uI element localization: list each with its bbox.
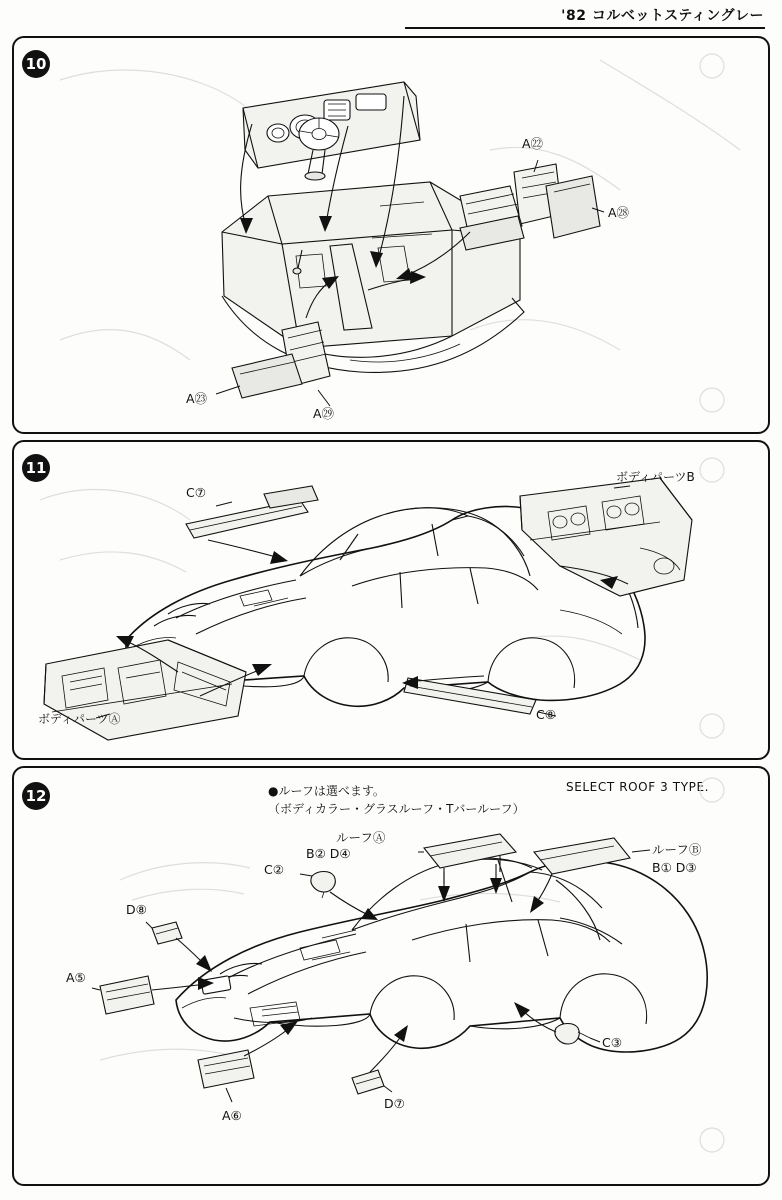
- callout-a22: A㉒: [522, 136, 544, 151]
- callout-d7: D⑦: [384, 1096, 405, 1111]
- step-number-11: 11: [22, 454, 50, 482]
- side-marker-part-a5: [100, 976, 154, 1014]
- callout-d8: D⑧: [126, 902, 147, 917]
- roof-panel-b: [534, 838, 630, 874]
- callout-c2: C②: [264, 862, 284, 877]
- roof-note-english: SELECT ROOF 3 TYPE.: [566, 780, 710, 794]
- small-part-d8: [152, 922, 182, 944]
- small-part-d7: [352, 1070, 384, 1094]
- callout-a28: A㉘: [608, 205, 630, 220]
- callout-c7: C⑦: [186, 485, 206, 500]
- callout-roof-a-parts: B② D④: [306, 846, 351, 861]
- mirror-part-c3: [555, 1024, 590, 1045]
- step-number-12: 12: [22, 782, 50, 810]
- callout-bodyparts-a: ボディパーツⒶ: [38, 712, 121, 726]
- callout-a23: A㉓: [186, 391, 208, 406]
- callout-roof-b: ルーフⒷ: [652, 842, 702, 857]
- roof-note-bullet: ●ルーフは選べます。: [268, 784, 385, 798]
- callout-roof-a: ルーフⒶ: [336, 830, 386, 845]
- callout-c3: C③: [602, 1035, 622, 1050]
- callout-a5: A⑤: [66, 970, 86, 985]
- roof-note-sub: （ボディカラー・グラスルーフ・Tバールーフ）: [268, 802, 525, 816]
- callout-a29: A㉙: [313, 406, 335, 421]
- callout-c8: C⑧: [536, 707, 556, 722]
- step-number-10: 10: [22, 50, 50, 78]
- page-title: '82 コルベットスティングレー: [561, 8, 764, 24]
- callout-bodyparts-b: ボディパーツB: [616, 470, 695, 484]
- mirror-part-c2: [311, 872, 335, 899]
- callout-a6: A⑥: [222, 1108, 242, 1123]
- callout-roof-b-parts: B① D③: [652, 860, 697, 875]
